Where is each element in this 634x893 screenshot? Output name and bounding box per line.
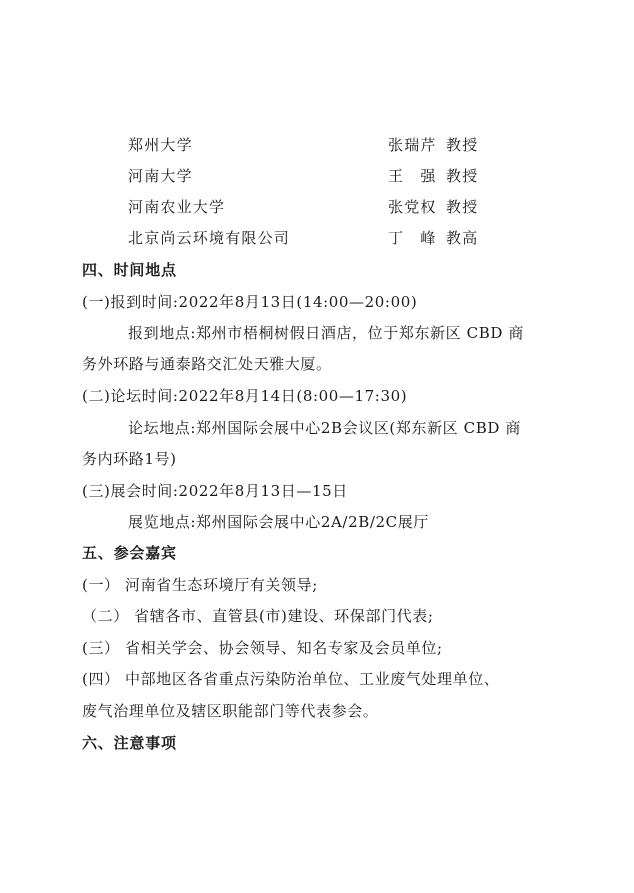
guest-item-2: （二） 省辖各市、直管县(市)建设、环保部门代表; <box>82 607 434 625</box>
expert-person <box>388 228 478 248</box>
expert-person <box>388 135 478 155</box>
expert-org: 河南大学 <box>128 167 193 185</box>
expert-org: 河南农业大学 <box>128 198 226 216</box>
section-heading-time-location: 四、时间地点 <box>82 261 177 279</box>
expert-title: 教高 <box>446 229 479 247</box>
expert-title: 教授 <box>446 198 479 216</box>
forum-time: (二)论坛时间:2022年8月14日(8:00—17:30) <box>82 387 408 405</box>
guest-item-3: (三） 省相关学会、协会领导、知名专家及会员单位; <box>82 639 443 657</box>
registration-location-line1: 报到地点:郑州市梧桐树假日酒店，位于郑东新区 CBD 商 <box>128 324 524 342</box>
exhibition-time: (三)展会时间:2022年8月13日—15日 <box>82 482 348 500</box>
expert-name: 张党权 <box>388 198 437 216</box>
expert-title: 教授 <box>446 167 479 185</box>
expert-name: 张瑞芹 <box>388 136 437 154</box>
expert-title: 教授 <box>446 136 479 154</box>
expert-name: 丁 峰 <box>388 229 437 247</box>
expert-org: 郑州大学 <box>128 136 193 154</box>
forum-location-line2: 务内环路1号) <box>82 450 177 468</box>
forum-location-line1: 论坛地点:郑州国际会展中心2B会议区(郑东新区 CBD 商 <box>128 419 521 437</box>
registration-time: (一)报到时间:2022年8月13日(14:00—20:00) <box>82 293 418 311</box>
exhibition-location: 展览地点:郑州国际会展中心2A/2B/2C展厅 <box>128 513 429 531</box>
expert-person <box>388 197 478 217</box>
expert-person <box>388 166 478 186</box>
section-heading-notes: 六、注意事项 <box>82 734 177 752</box>
expert-org: 北京尚云环境有限公司 <box>128 229 291 247</box>
section-heading-guests: 五、参会嘉宾 <box>82 544 177 562</box>
guest-item-4-line1: (四） 中部地区各省重点污染防治单位、工业废气处理单位、 <box>82 670 500 688</box>
expert-name: 王 强 <box>388 167 437 185</box>
registration-location-line2: 务外环路与通泰路交汇处天雅大厦。 <box>82 355 332 373</box>
guest-item-4-line2: 废气治理单位及辖区职能部门等代表参会。 <box>82 702 379 720</box>
guest-item-1: (一） 河南省生态环境厅有关领导; <box>82 576 318 594</box>
